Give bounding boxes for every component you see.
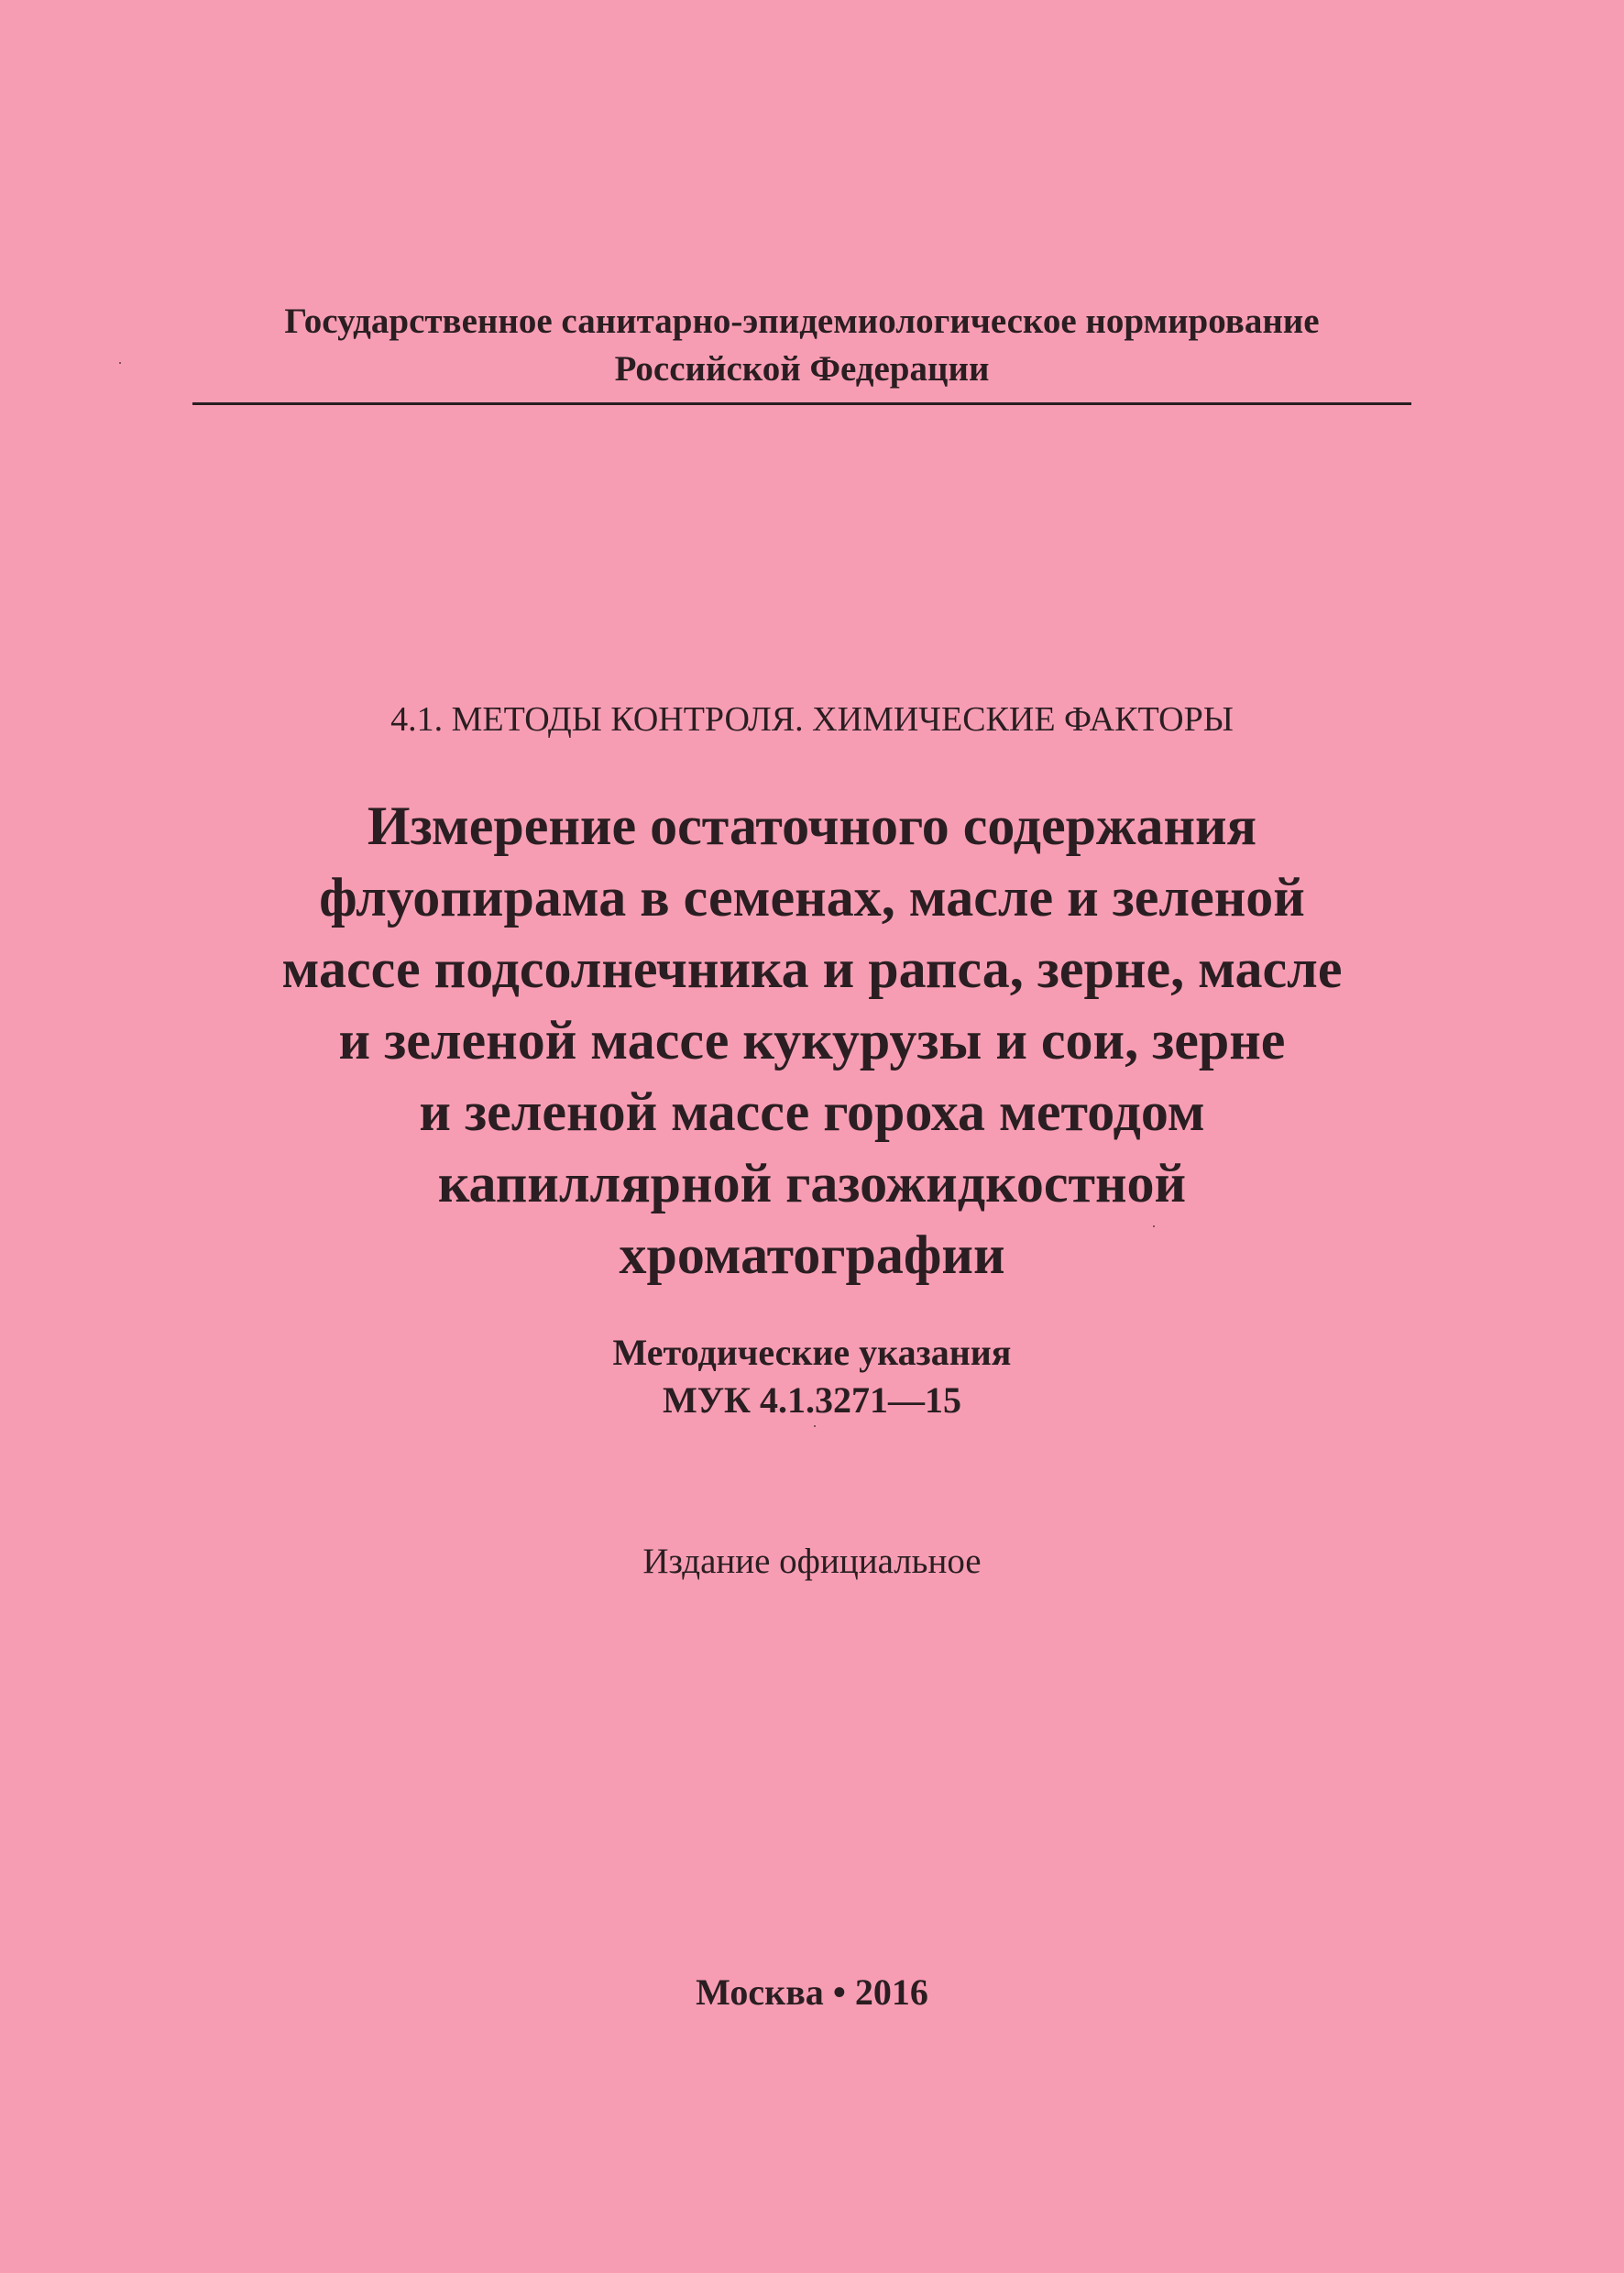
- imprint-city: Москва: [696, 1971, 824, 2013]
- title-line-7: хроматографии: [619, 1224, 1005, 1285]
- document-code: МУК 4.1.3271—15: [662, 1379, 962, 1421]
- scan-speck: [814, 1425, 816, 1427]
- imprint-year: 2016: [854, 1971, 928, 2013]
- header-line-2: Российской Федерации: [614, 349, 990, 389]
- scan-speck: [1153, 1225, 1155, 1227]
- title-line-4: и зеленой массе кукурузы и сои, зерне: [338, 1010, 1286, 1071]
- title-line-5: и зеленой массе гороха методом: [419, 1082, 1205, 1142]
- header: [192, 298, 1411, 405]
- title-line-1: Измерение остаточного содержания: [367, 796, 1257, 856]
- imprint-separator: •: [832, 1971, 846, 2013]
- document-type-label: Методические указания: [612, 1332, 1012, 1373]
- imprint: [0, 1969, 1624, 2016]
- series-heading: 4.1. МЕТОДЫ КОНТРОЛЯ. ХИМИЧЕСКИЕ ФАКТОРЫ: [390, 700, 1234, 739]
- header-divider: [192, 402, 1411, 405]
- header-line-1: Государственное санитарно-эпидемиологическое нормирование: [284, 302, 1320, 341]
- title-line-2: флуопирама в семенах, масле и зеленой: [319, 867, 1305, 928]
- title-line-3: массе подсолнечника и рапса, зерне, масле: [281, 939, 1343, 999]
- title-line-6: капиллярной газожидкостной: [437, 1153, 1187, 1213]
- document-title: [180, 790, 1444, 1290]
- edition-note: Издание официальное: [642, 1542, 982, 1581]
- scan-speck: [119, 362, 121, 364]
- document-type: [0, 1329, 1624, 1424]
